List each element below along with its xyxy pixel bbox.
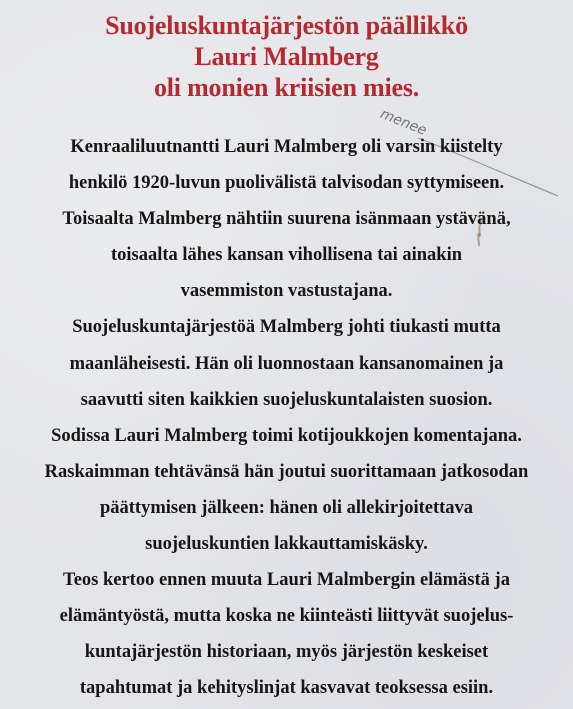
blurb-line: Teos kertoo ennen muuta Lauri Malmbergin elämästä ja: [63, 570, 510, 591]
blurb-line: elämäntyöstä, mutta koska ne kiinteästi liittyvät suojelus-: [59, 606, 514, 627]
heading-line: Lauri Malmberg: [194, 42, 379, 71]
blurb-line: Toisaalta Malmberg nähtiin suurena isänmaan ystävänä,: [62, 209, 511, 230]
blurb-line: tapahtumat ja kehityslinjat kasvavat teoksessa esiin.: [79, 678, 494, 699]
blurb-line: suojeluskuntien lakkauttamiskäsky.: [145, 534, 428, 555]
blurb-line: Suojeluskuntajärjestöä Malmberg johti tiukasti mutta: [72, 317, 501, 338]
blurb-line: henkilö 1920-luvun puolivälistä talvisodan syttymiseen.: [68, 173, 505, 194]
blurb-line: vasemmiston vastustajana.: [180, 281, 393, 302]
blurb-line: kuntajärjestön historiaan, myös järjestön keskeiset: [84, 642, 489, 663]
handwritten-annotation: menee: [378, 106, 429, 139]
blurb-line: päättymisen jälkeen: hänen oli allekirjoitettava: [99, 497, 474, 518]
blurb-line: toisaalta lähes kansan vihollisena tai ainakin: [110, 245, 463, 266]
blurb-line: Kenraaliluutnantti Lauri Malmberg oli varsin kiistelty: [70, 137, 503, 157]
blurb-line: Sodissa Lauri Malmberg toimi kotijoukkojen komentajana.: [51, 425, 522, 446]
blurb-line: Raskaimman tehtävänsä hän joutui suorittamaan jatkosodan: [44, 461, 529, 482]
cover-blurb: [0, 129, 573, 707]
heading-line: Suojeluskuntajärjestön päällikkö: [105, 11, 468, 40]
cover-heading: [0, 10, 573, 103]
blurb-line: maanläheisesti. Hän oli luonnostaan kansanomainen ja: [69, 353, 504, 374]
blurb-line: saavutti siten kaikkien suojeluskuntalaisten suosion.: [80, 389, 493, 410]
heading-line: oli monien kriisien mies.: [153, 73, 420, 102]
